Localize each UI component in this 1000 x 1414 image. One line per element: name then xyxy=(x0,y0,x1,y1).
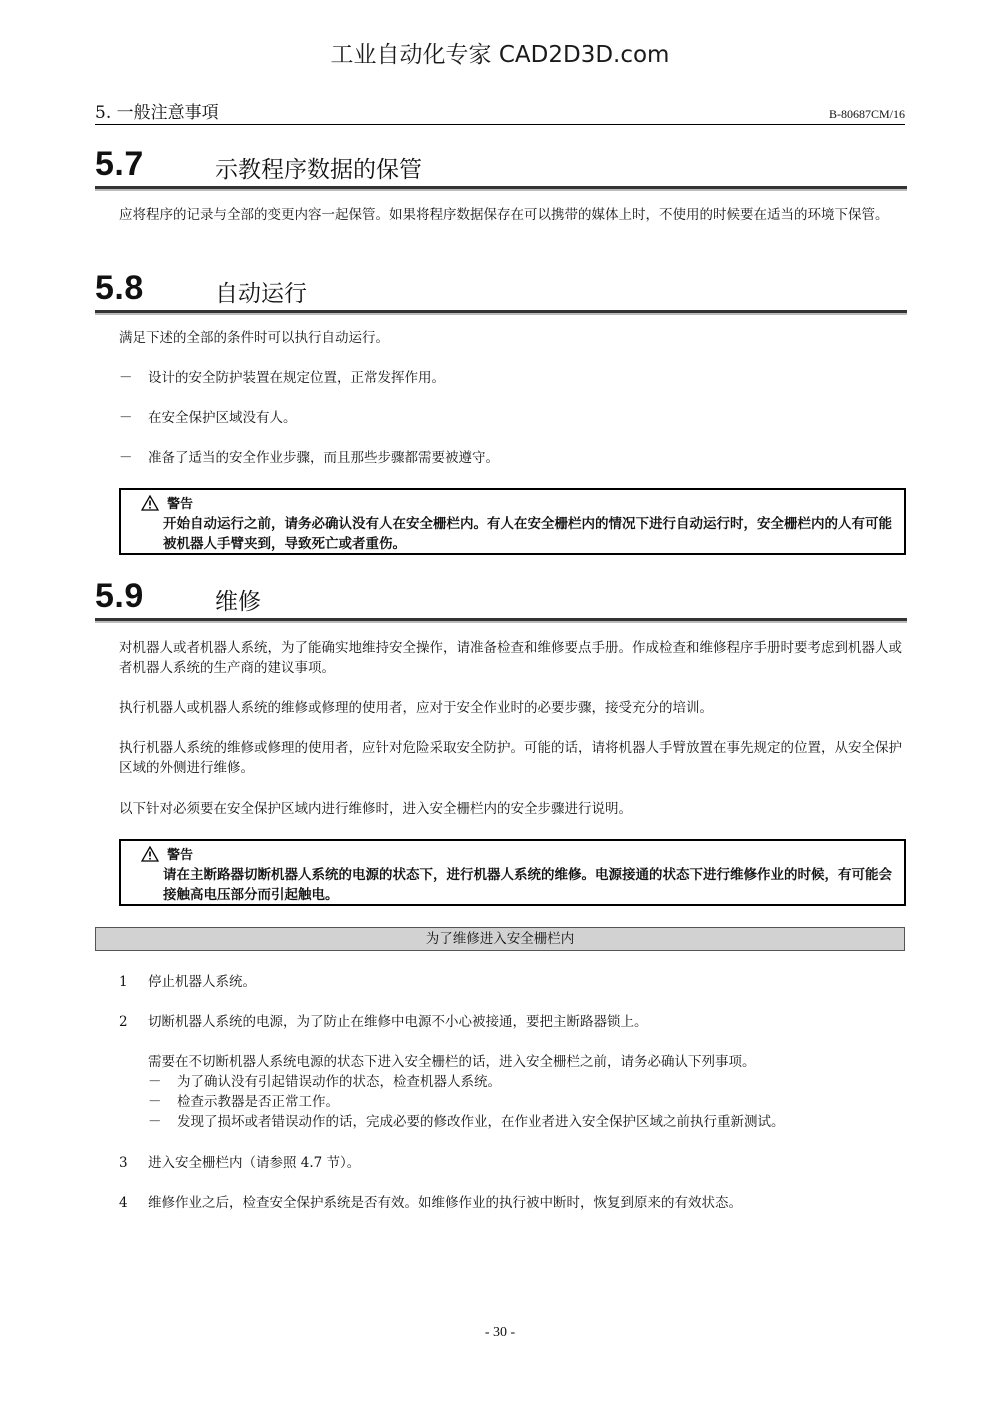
step-item xyxy=(119,1153,360,1173)
list-dash: － xyxy=(148,1114,162,1130)
section-title: 自动运行 xyxy=(215,281,307,307)
step-number: 1 xyxy=(119,974,128,990)
step-number: 3 xyxy=(119,1155,128,1171)
warning-triangle-icon xyxy=(141,846,159,862)
warning-box xyxy=(119,488,906,555)
step-number: 2 xyxy=(119,1014,128,1030)
section-5-8-intro: 满足下述的全部的条件时可以执行自动运行。 xyxy=(119,330,389,346)
list-item-text: 在安全保护区域没有人。 xyxy=(148,410,297,426)
step-text: 停止机器人系统。 xyxy=(148,974,256,990)
warning-label: 警告 xyxy=(167,848,194,863)
section-heading-5-9 xyxy=(95,574,907,621)
step-text: 切断机器人系统的电源，为了防止在维修中电源不小心被接通，要把主断路器锁上。 xyxy=(148,1014,648,1030)
steps-title-bar: 为了维修进入安全栅栏内 xyxy=(95,927,905,951)
step-item xyxy=(119,1193,742,1213)
section-5-9-paragraph: 执行机器人系统的维修或修理的使用者，应针对危险采取安全防护。可能的话，请将机器人手臂放置在事先规定的位置，从安全保护区域的外侧进行维修。 xyxy=(119,740,902,776)
check-item xyxy=(148,1073,501,1091)
step-item xyxy=(119,1012,648,1032)
section-title: 维修 xyxy=(215,589,261,615)
list-dash: － xyxy=(119,410,133,426)
chapter-title: 5. 一般注意事項 xyxy=(95,103,219,123)
list-item xyxy=(119,408,297,428)
check-item xyxy=(148,1093,339,1111)
list-dash: － xyxy=(148,1074,162,1090)
list-item-text: 设计的安全防护装置在规定位置，正常发挥作用。 xyxy=(148,370,445,386)
section-5-9-paragraph: 以下针对必须要在安全保护区域内进行维修时，进入安全栅栏内的安全步骤进行说明。 xyxy=(119,801,632,817)
list-item-text: 准备了适当的安全作业步骤，而且那些步骤都需要被遵守。 xyxy=(148,450,499,466)
section-5-9-paragraph: 执行机器人或机器人系统的维修或修理的使用者，应对于安全作业时的必要步骤，接受充分的培训。 xyxy=(119,700,713,716)
section-number: 5.7 xyxy=(95,145,144,183)
watermark-text: 工业自动化专家 CAD2D3D.com xyxy=(330,42,670,68)
warning-triangle-icon xyxy=(141,495,159,511)
list-item xyxy=(119,368,445,388)
check-item-text: 为了确认没有引起错误动作的状态，检查机器人系统。 xyxy=(177,1074,501,1090)
step-item xyxy=(119,972,256,992)
page-number: - 30 - xyxy=(484,1325,516,1340)
section-5-9-paragraph: 对机器人或者机器人系统，为了能确实地维持安全操作，请准备检查和维修要点手册。作成检查和维修程序手册时要考虑到机器人或者机器人系统的生产商的建议事项。 xyxy=(119,640,902,676)
check-item-text: 检查示教器是否正常工作。 xyxy=(177,1094,339,1110)
warning-box xyxy=(119,839,906,906)
check-item xyxy=(148,1113,785,1131)
list-dash: － xyxy=(148,1094,162,1110)
running-header xyxy=(95,104,905,125)
section-title: 示教程序数据的保管 xyxy=(215,157,422,183)
warning-label: 警告 xyxy=(167,497,194,512)
step-text: 维修作业之后，检查安全保护系统是否有效。如维修作业的执行被中断时，恢复到原来的有效状态。 xyxy=(148,1195,742,1211)
document-number: B-80687CM/16 xyxy=(828,107,905,121)
step-2-note: 需要在不切断机器人系统电源的状态下进入安全栅栏的话，进入安全栅栏之前，请务必确认下列事项。 xyxy=(148,1054,756,1070)
section-heading-5-8 xyxy=(95,266,907,313)
list-item xyxy=(119,448,499,468)
section-5-7-body: 应将程序的记录与全部的变更内容一起保管。如果将程序数据保存在可以携带的媒体上时，不使用的时候要在适当的环境下保管。 xyxy=(119,207,889,223)
warning-text: 开始自动运行之前，请务必确认没有人在安全栅栏内。有人在安全栅栏内的情况下进行自动运行时，安全栅栏内的人有可能被机器人手臂夹到，导致死亡或者重伤。 xyxy=(163,516,892,552)
section-number: 5.8 xyxy=(95,269,144,307)
section-number: 5.9 xyxy=(95,577,144,615)
list-dash: － xyxy=(119,450,133,466)
step-number: 4 xyxy=(119,1195,128,1211)
step-text: 进入安全栅栏内（请参照 4.7 节）。 xyxy=(148,1155,361,1171)
check-item-text: 发现了损坏或者错误动作的话，完成必要的修改作业，在作业者进入安全保护区域之前执行重新测试。 xyxy=(177,1114,785,1130)
warning-text: 请在主断路器切断机器人系统的电源的状态下，进行机器人系统的维修。电源接通的状态下进行维修作业的时候，有可能会接触高电压部分而引起触电。 xyxy=(163,867,892,903)
section-heading-5-7 xyxy=(95,142,907,189)
warning-heading xyxy=(141,844,193,863)
list-dash: － xyxy=(119,370,133,386)
warning-heading xyxy=(141,493,193,512)
